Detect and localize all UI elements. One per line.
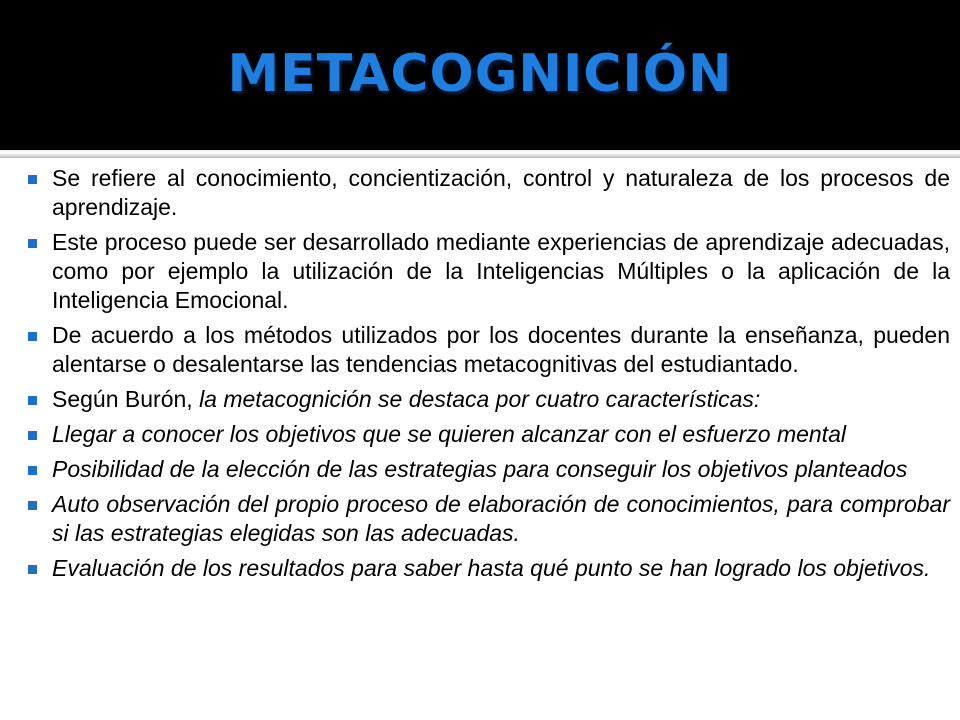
content-area: [0, 158, 960, 720]
bullet-item: [28, 321, 950, 379]
bullet-item: [28, 490, 950, 548]
square-bullet-icon: [28, 396, 37, 405]
bullet-text: Evaluación de los resultados para saber hasta qué punto se han logrado los objetivos.: [52, 555, 931, 581]
bullet-text: Llegar a conocer los objetivos que se quieren alcanzar con el esfuerzo mental: [52, 421, 846, 447]
square-bullet-icon: [28, 501, 37, 510]
bullet-item: [28, 385, 950, 414]
square-bullet-icon: [28, 175, 37, 184]
bullet-item: [28, 228, 950, 315]
bullet-text: De acuerdo a los métodos utilizados por los docentes durante la enseñanza, pueden alentarse o desalentarse las tendencias metacognitivas del estudiantado.: [52, 322, 950, 377]
bullet-item: [28, 455, 950, 484]
square-bullet-icon: [28, 332, 37, 341]
slide-title: METACOGNICIÓN: [227, 44, 733, 104]
square-bullet-icon: [28, 466, 37, 475]
square-bullet-icon: [28, 431, 37, 440]
bullet-lead-text: Según Burón,: [52, 386, 200, 412]
bullet-item: [28, 164, 950, 222]
bullet-text: Este proceso puede ser desarrollado mediante experiencias de aprendizaje adecuadas, como por ejemplo la utilización de la Inteligencias Múltiples o la aplicación de la Inteligencia Emocional.: [52, 229, 950, 313]
square-bullet-icon: [28, 239, 37, 248]
title-bar: [0, 0, 960, 150]
bullet-text: la metacognición se destaca por cuatro características:: [199, 386, 761, 412]
bullet-text: Posibilidad de la elección de las estrategias para conseguir los objetivos planteados: [52, 456, 908, 482]
bullet-text: Se refiere al conocimiento, concientización, control y naturaleza de los procesos de aprendizaje.: [52, 165, 950, 220]
bullet-text: Auto observación del propio proceso de elaboración de conocimientos, para comprobar si las estrategias elegidas son las adecuadas.: [52, 491, 950, 546]
square-bullet-icon: [28, 565, 37, 574]
title-divider: [0, 150, 960, 158]
bullet-item: [28, 554, 950, 583]
bullet-item: [28, 420, 950, 449]
bullet-list: [28, 164, 950, 589]
